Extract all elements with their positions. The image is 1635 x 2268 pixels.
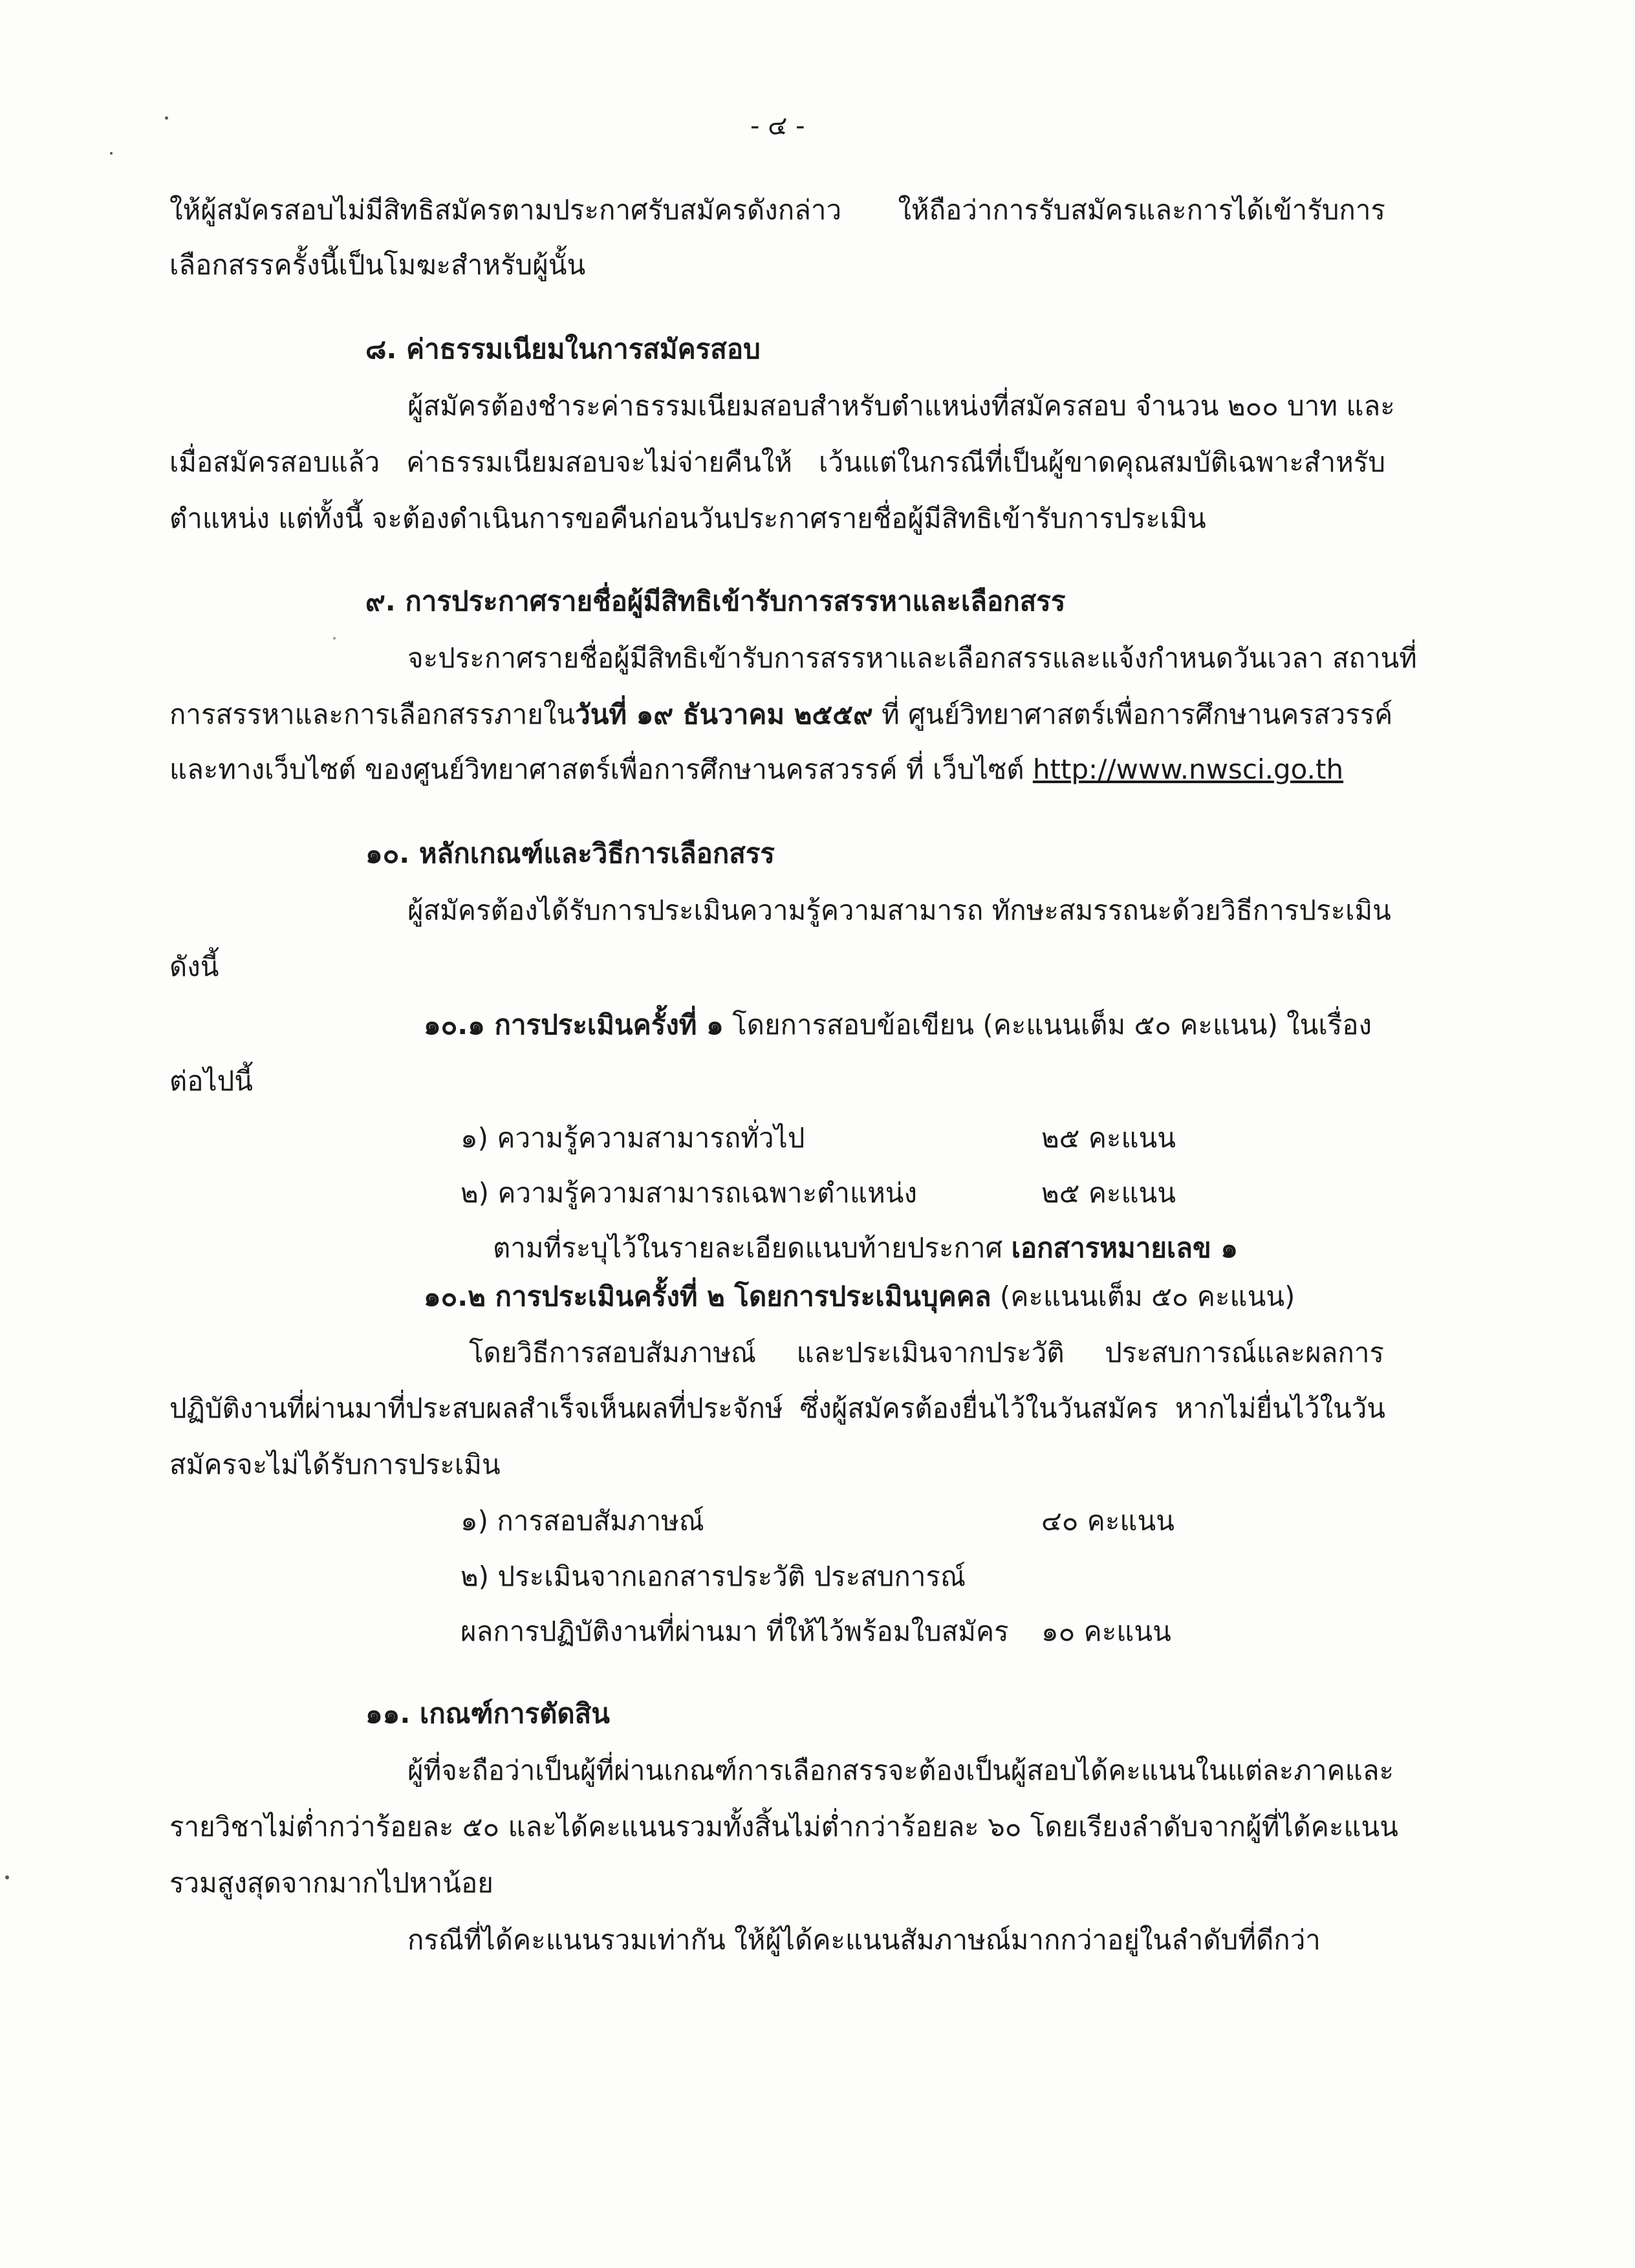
paragraph-line: และทางเว็บไซต์ ของศูนย์วิทยาศาสตร์เพื่อการศึกษานครสวรรค์ ที่ เว็บไซต์ http://www.nwsci.go.th — [169, 753, 1344, 785]
paragraph-line: สมัครจะไม่ได้รับการประเมิน — [169, 1449, 501, 1480]
subsection-10-1-heading: ๑๐.๑ การประเมินครั้งที่ ๑ — [424, 1009, 724, 1041]
paragraph-line: รวมสูงสุดจากมากไปหาน้อย — [169, 1867, 493, 1899]
score-item-value: ๑๐ คะแนน — [1041, 1615, 1171, 1647]
website-link[interactable]: http://www.nwsci.go.th — [1032, 753, 1344, 785]
subsection-10-2-heading: ๑๐.๒ การประเมินครั้งที่ ๒ โดยการประเมินบุคคล — [424, 1280, 991, 1312]
score-item-label: ๑) ความรู้ความสามารถทั่วไป — [460, 1122, 805, 1154]
scan-speck — [333, 637, 336, 640]
scan-speck — [165, 116, 168, 120]
section-11-heading: ๑๑. เกณฑ์การตัดสิน — [365, 1698, 610, 1729]
paragraph-line: ผู้สมัครต้องได้รับการประเมินความรู้ความสามารถ ทักษะสมรรถนะด้วยวิธีการประเมิน — [407, 894, 1391, 926]
paragraph-line: ผู้ที่จะถือว่าเป็นผู้ที่ผ่านเกณฑ์การเลือกสรรจะต้องเป็นผู้สอบได้คะแนนในแต่ละภาคและ — [407, 1755, 1394, 1786]
paragraph-line: ปฏิบัติงานที่ผ่านมาที่ประสบผลสำเร็จเห็นผลที่ประจักษ์ ซึ่งผู้สมัครต้องยื่นไว้ในวันสมัคร หากไม่ยื่นไว้ในวัน — [169, 1392, 1385, 1424]
paragraph-line: กรณีที่ได้คะแนนรวมเท่ากัน ให้ผู้ได้คะแนนสัมภาษณ์มากกว่าอยู่ในลำดับที่ดีกว่า — [407, 1924, 1321, 1956]
section-9-heading: ๙. การประกาศรายชื่อผู้มีสิทธิเข้ารับการสรรหาและเลือกสรร — [365, 585, 1066, 617]
page-number: - ๔ - — [750, 111, 805, 141]
paragraph-line: ต่อไปนี้ — [169, 1065, 253, 1097]
intro-line: ให้ผู้สมัครสอบไม่มีสิทธิสมัครตามประกาศรับสมัครดังกล่าว ให้ถือว่าการรับสมัครและการได้เข้ารับการ — [169, 194, 1385, 226]
paragraph-line: จะประกาศรายชื่อผู้มีสิทธิเข้ารับการสรรหาและเลือกสรรและแจ้งกำหนดวันเวลา สถานที่ — [407, 642, 1417, 674]
paragraph-line: ผู้สมัครต้องชำระค่าธรรมเนียมสอบสำหรับตำแหน่งที่สมัครสอบ จำนวน ๒๐๐ บาท และ — [407, 390, 1395, 422]
score-item-label: ๒) ประเมินจากเอกสารประวัติ ประสบการณ์ — [460, 1561, 966, 1592]
section-10-heading: ๑๐. หลักเกณฑ์และวิธีการเลือกสรร — [365, 837, 775, 869]
score-item-label: ๒) ความรู้ความสามารถเฉพาะตำแหน่ง — [460, 1177, 917, 1209]
paragraph-line: เมื่อสมัครสอบแล้ว ค่าธรรมเนียมสอบจะไม่จ่ายคืนให้ เว้นแต่ในกรณีที่เป็นผู้ขาดคุณสมบัติเฉพาะสำหรับ — [169, 446, 1385, 478]
score-item-label: ผลการปฏิบัติงานที่ผ่านมา ที่ให้ไว้พร้อมใบสมัคร — [460, 1615, 1009, 1647]
score-item-value: ๒๕ คะแนน — [1041, 1122, 1176, 1154]
paragraph-line: ตำแหน่ง แต่ทั้งนี้ จะต้องดำเนินการขอคืนก่อนวันประกาศรายชื่อผู้มีสิทธิเข้ารับการประเมิน — [169, 502, 1206, 534]
announcement-date: วันที่ ๑๙ ธันวาคม ๒๕๕๙ — [575, 698, 873, 730]
score-item-label: ๑) การสอบสัมภาษณ์ — [460, 1505, 704, 1537]
paragraph-line: รายวิชาไม่ต่ำกว่าร้อยละ ๕๐ และได้คะแนนรวมทั้งสิ้นไม่ต่ำกว่าร้อยละ ๖๐ โดยเรียงลำดับจากผู้ที่ได้คะแนน — [169, 1811, 1398, 1842]
intro-line: เลือกสรรครั้งนี้เป็นโมฆะสำหรับผู้นั้น — [169, 249, 586, 281]
scan-speck — [110, 152, 113, 155]
scan-speck — [5, 1875, 9, 1879]
section-8-heading: ๘. ค่าธรรมเนียมในการสมัครสอบ — [365, 333, 761, 365]
subsection-10-2: ๑๐.๒ การประเมินครั้งที่ ๒ โดยการประเมินบุคคล (คะแนนเต็ม ๕๐ คะแนน) — [424, 1280, 1295, 1312]
attachment-note: ตามที่ระบุไว้ในรายละเอียดแนบท้ายประกาศ เอกสารหมายเลข ๑ — [493, 1232, 1239, 1264]
paragraph-line: ดังนี้ — [169, 951, 219, 982]
paragraph-line: การสรรหาและการเลือกสรรภายในวันที่ ๑๙ ธันวาคม ๒๕๕๙ ที่ ศูนย์วิทยาศาสตร์เพื่อการศึกษานครสวรรค์ — [169, 698, 1393, 730]
subsection-10-1: ๑๐.๑ การประเมินครั้งที่ ๑ โดยการสอบข้อเขียน (คะแนนเต็ม ๕๐ คะแนน) ในเรื่อง — [424, 1009, 1372, 1041]
score-item-value: ๒๕ คะแนน — [1041, 1177, 1176, 1209]
paragraph-line: โดยวิธีการสอบสัมภาษณ์ และประเมินจากประวัติ ประสบการณ์และผลการ — [469, 1337, 1384, 1368]
score-item-value: ๔๐ คะแนน — [1041, 1505, 1175, 1537]
